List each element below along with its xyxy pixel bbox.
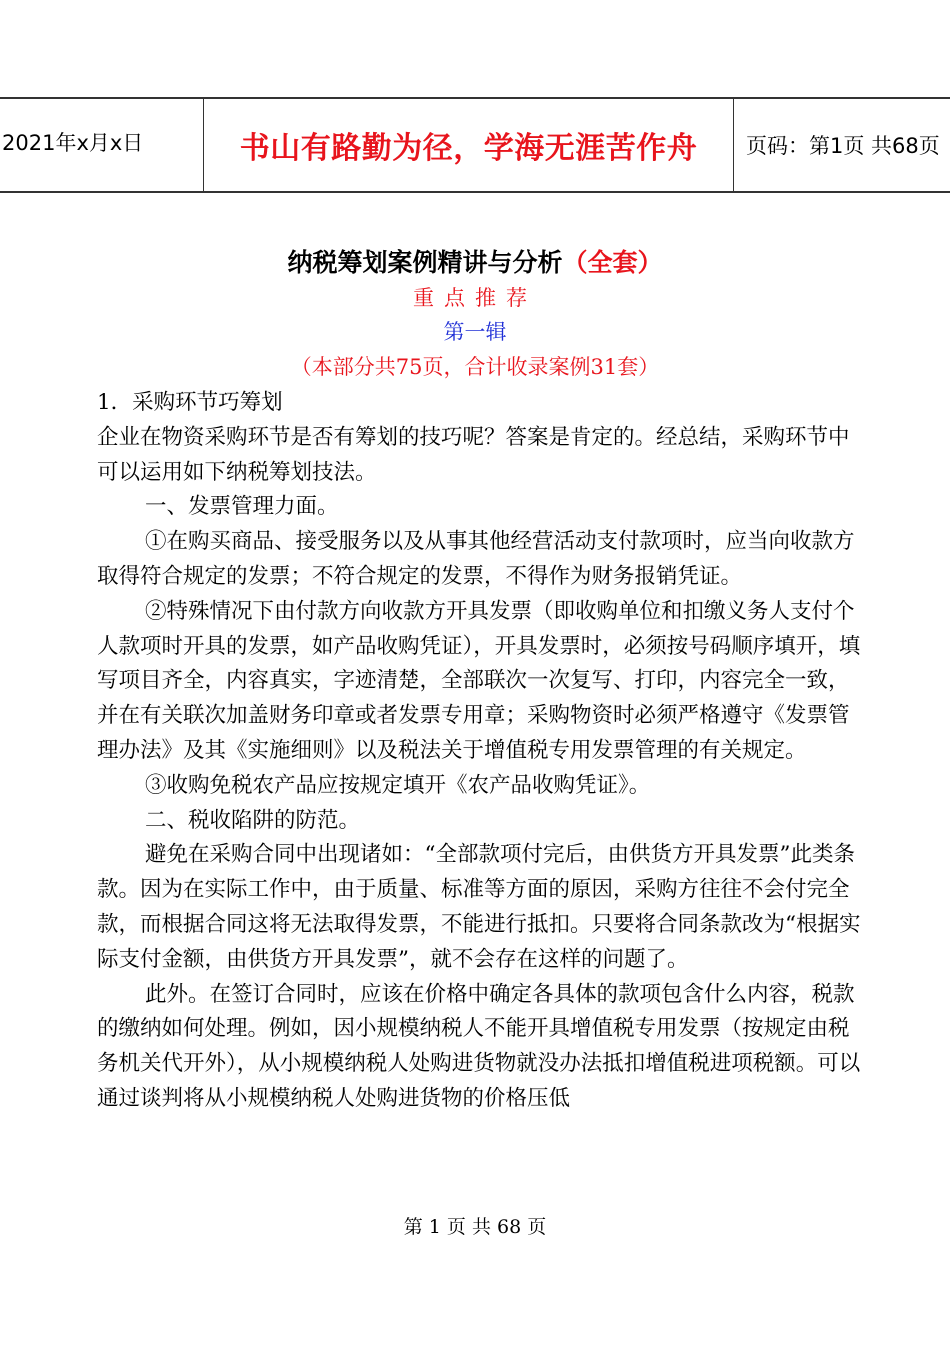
header-date: 2021年x月x日: [0, 99, 204, 191]
document-title: [0, 243, 950, 279]
paragraph: ③收购免税农产品应按规定填开《农产品收购凭证》。: [145, 772, 651, 798]
section-heading: 1．采购环节巧筹划: [97, 390, 283, 415]
paragraph: 企业在物资采购环节是否有筹划的技巧呢？答案是肯定的。经总结，采购环节中可以运用如下纳税筹划技法。: [97, 424, 850, 485]
paragraph: 一、发票管理力面。: [145, 494, 339, 520]
header-motto: 书山有路勤为径，学海无涯苦作舟: [204, 99, 734, 191]
paragraph: 二、税收陷阱的防范。: [145, 807, 361, 833]
header-page-info: 页码：第1页 共68页: [746, 134, 940, 158]
paragraph: ②特殊情况下由付款方向收款方开具发票（即收购单位和扣缴义务人支付个人款项时开具的发票，如产品收购凭证），开具发票时，必须按号码顺序填开，填写项目齐全，内容真实，字迹清楚，全部联次一次复写、打印，内容完全一致，并在有关联次加盖财务印章或者发票专用章；采购物资时必须严格遵守《发票管理办法》及其《实施细则》以及税法关于增值税专用发票管理的有关规定。: [97, 598, 861, 763]
body-text: [97, 386, 867, 1117]
paragraph: 避免在采购合同中出现诸如：“全部款项付完后，由供货方开具发票”此类条款。因为在实际工作中，由于质量、标准等方面的原因，采购方往往不会付完全款，而根据合同这将无法取得发票，不能进行抵扣。只要将合同条款改为“根据实际支付金额，由供货方开具发票”，就不会存在这样的问题了。: [97, 842, 861, 972]
subtitle-volume: 第一辑: [443, 320, 507, 344]
header-table: [0, 97, 950, 193]
paragraph: ①在购买商品、接受服务以及从事其他经营活动支付款项时，应当向收款方取得符合规定的发票；不符合规定的发票，不得作为财务报销凭证。: [97, 529, 855, 589]
paragraph: 此外。在签订合同时，应该在价格中确定各具体的款项包含什么内容，税款的缴纳如何处理。例如，因小规模纳税人不能开具增值税专用发票（按规定由税务机关代开外），从小规模纳税人处购进货物就没办法抵扣增值税进项税额。可以通过谈判将从小规模纳税人处购进货物的价格压低: [97, 981, 861, 1111]
title-main: 纳税筹划案例精讲与分析: [287, 248, 563, 277]
subtitle-key: 重点推荐: [413, 286, 537, 310]
title-suffix: （全套）: [562, 248, 663, 277]
subtitle-count: （本部分共75页，合计收录案例31套）: [290, 355, 660, 379]
page-footer: 第 1 页 共 68 页: [403, 1216, 547, 1238]
